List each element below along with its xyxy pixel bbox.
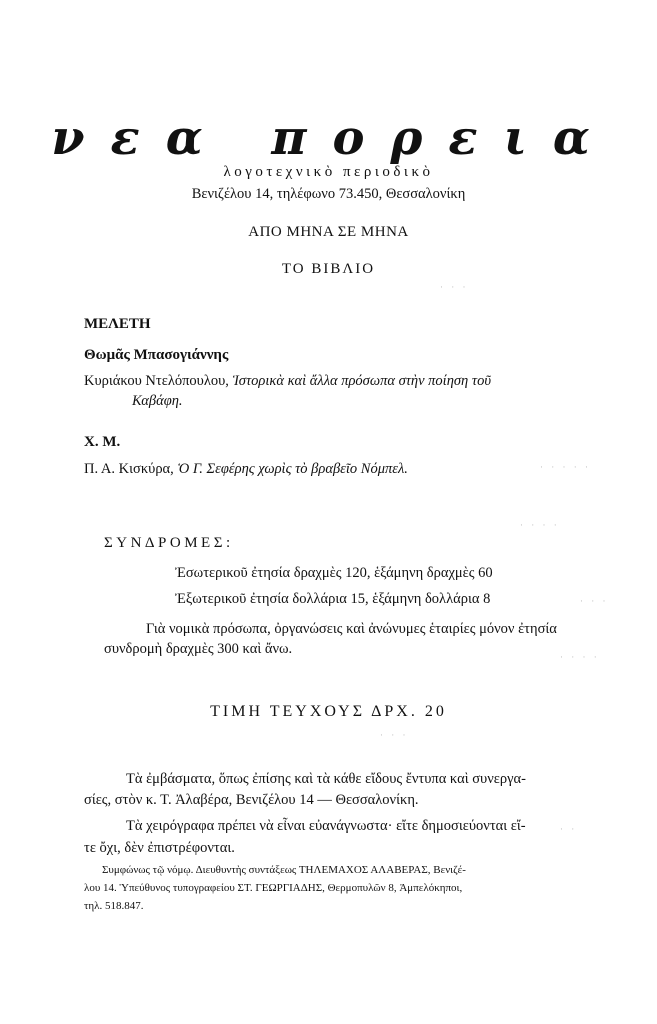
article-title: Ἱστορικὰ καὶ ἄλλα πρόσωπα στὴν ποίηση τοῦ — [232, 373, 491, 389]
article-author: Θωμᾶς Μπασογιάννης — [84, 347, 229, 363]
masthead-title: νεα πορεια — [51, 110, 616, 166]
imprint-line: λου 14. Ὑπεύθυνος τυπογραφείου ΣΤ. ΓΕΩΡΓΙΑΔΗΣ, Θερμοπυλῶν 8, Ἀμπελόκηποι, — [84, 882, 463, 894]
notice-payments-continued: σίες, στὸν κ. Τ. Ἀλαβέρα, Βενιζέλου 14 — Θεσσαλονίκη. — [84, 792, 419, 808]
article-subject: Π. Α. Κισκύρα, — [84, 461, 174, 477]
issue-price: ΤΙΜΗ ΤΕΥΧΟΥΣ ΔΡΧ. 20 — [210, 703, 447, 720]
scan-speck: · · · — [380, 730, 409, 740]
scan-speck: · · · · · — [540, 462, 591, 472]
imprint-line: Συμφώνως τῷ νόμῳ. Διευθυντὴς συντάξεως ΤΗΛΕΜΑΧΟΣ ΑΛΑΒΕΡΑΣ, Βενιζέ- — [102, 864, 466, 876]
scan-speck: · · — [560, 824, 578, 834]
article-author: Χ. Μ. — [84, 434, 121, 450]
subscription-domestic: Ἐσωτερικοῦ ἐτησία δραχμὲς 120, ἑξάμηνη δραχμὲς 60 — [175, 565, 493, 581]
imprint-line: τηλ. 518.847. — [84, 900, 144, 912]
article-entry — [84, 461, 408, 478]
article-title-continued: Καβάφη. — [132, 393, 183, 409]
article-entry — [84, 373, 491, 390]
notice-manuscripts-continued: τε ὄχι, δὲν ἐπιστρέφονται. — [84, 840, 235, 856]
notice-payments: Τὰ ἐμβάσματα, ὅπως ἐπίσης καὶ τὰ κάθε εἴδους ἔντυπα καὶ συνεργα- — [126, 771, 526, 787]
subscription-legal: Γιὰ νομικὰ πρόσωπα, ὀργανώσεις καὶ ἀνώνυμες ἑταιρίες μόνον ἐτησία — [146, 621, 557, 637]
subscriptions-heading: ΣΥΝΔΡΟΜΕΣ: — [104, 535, 234, 551]
article-subject: Κυριάκου Ντελόπουλου, — [84, 373, 229, 389]
section-study: ΜΕΛΕΤΗ — [84, 316, 151, 332]
journal-subtitle: λογοτεχνικὸ περιοδικὸ — [223, 164, 434, 180]
scan-speck: · · · · — [560, 652, 600, 662]
subscription-legal-continued: συνδρομὴ δραχμὲς 300 καὶ ἄνω. — [104, 641, 293, 657]
subscription-foreign: Ἐξωτερικοῦ ἐτησία δολλάρια 15, ἑξάμηνη δολλάρια 8 — [175, 591, 491, 607]
section-monthly: ΑΠΟ ΜΗΝΑ ΣΕ ΜΗΝΑ — [248, 224, 409, 240]
notice-manuscripts: Τὰ χειρόγραφα πρέπει νὰ εἶναι εὐανάγνωστα· εἴτε δημοσιεύονται εἴ- — [126, 818, 526, 834]
journal-address: Βενιζέλου 14, τηλέφωνο 73.450, Θεσσαλονίκη — [191, 186, 466, 202]
scan-speck: · · · — [580, 596, 609, 606]
article-title: Ὁ Γ. Σεφέρης χωρὶς τὸ βραβεῖο Νόμπελ. — [177, 461, 408, 477]
scan-speck: · · · · — [520, 520, 560, 530]
section-book: ΤΟ ΒΙΒΛΙΟ — [281, 261, 376, 277]
scan-speck: · · · — [440, 282, 469, 292]
